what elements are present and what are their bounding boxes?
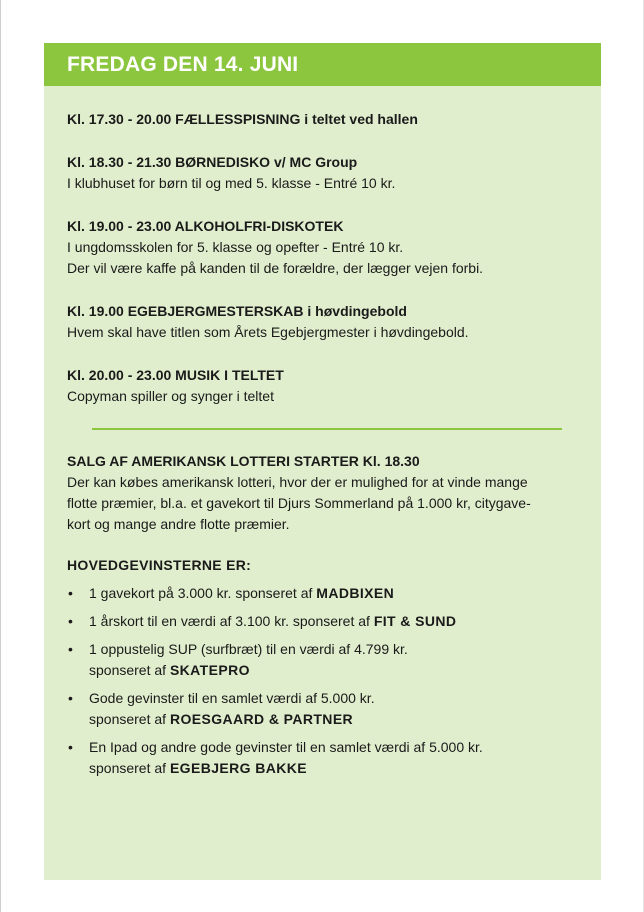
prize-sponsor: EGEBJERG BAKKE bbox=[169, 760, 308, 776]
prize-text: sponseret af bbox=[89, 760, 170, 776]
prize-text: 1 årskort til en værdi af 3.100 kr. sponseret af bbox=[89, 613, 374, 629]
prizes-list bbox=[67, 583, 577, 779]
bullet-icon: • bbox=[68, 613, 73, 629]
header-bar bbox=[44, 43, 601, 86]
bullet-icon: • bbox=[68, 739, 73, 755]
page-edge bbox=[0, 0, 1, 912]
bullet-icon: • bbox=[68, 690, 73, 706]
lottery-text: Der kan købes amerikansk lotteri, hvor der er mulighed for at vinde mange bbox=[67, 474, 528, 490]
prize-text: 1 oppustelig SUP (surfbræt) til en værdi af 4.799 kr. bbox=[89, 641, 408, 657]
prize-sponsor: SKATEPRO bbox=[169, 662, 250, 678]
prize-sponsor: ROESGAARD & PARTNER bbox=[169, 711, 354, 727]
section-divider bbox=[92, 428, 562, 430]
bullet-icon: • bbox=[68, 641, 73, 657]
lottery-text: flotte præmier, bl.a. et gavekort til Djurs Sommerland på 1.000 kr, citygave- bbox=[67, 495, 531, 511]
program-item-title: Kl. 19.00 - 23.00 ALKOHOLFRI-DISKOTEK bbox=[67, 218, 344, 234]
program-item-title: Kl. 17.30 - 20.00 FÆLLESSPISNING i teltet ved hallen bbox=[67, 111, 418, 127]
program-item-text: I klubhuset for børn til og med 5. klasse - Entré 10 kr. bbox=[67, 175, 396, 191]
program-item-text: Copyman spiller og synger i teltet bbox=[67, 388, 274, 404]
prize-text: 1 gavekort på 3.000 kr. sponseret af bbox=[89, 585, 317, 601]
program-item bbox=[67, 109, 577, 130]
program-item bbox=[67, 152, 577, 194]
prize-text: En Ipad og andre gode gevinster til en samlet værdi af 5.000 kr. bbox=[89, 739, 483, 755]
program-item-text: I ungdomsskolen for 5. klasse og opefter - Entré 10 kr. bbox=[67, 239, 404, 255]
list-item bbox=[67, 583, 577, 604]
list-item bbox=[67, 611, 577, 632]
program-item bbox=[67, 216, 577, 279]
program-item-title: Kl. 20.00 - 23.00 MUSIK I TELTET bbox=[67, 367, 284, 383]
page-title: FREDAG DEN 14. JUNI bbox=[67, 52, 299, 76]
list-item bbox=[67, 688, 577, 730]
program-item-title: Kl. 19.00 EGEBJERGMESTERSKAB i høvdingebold bbox=[67, 303, 407, 319]
prize-text: sponseret af bbox=[89, 662, 170, 678]
bullet-icon: • bbox=[68, 585, 73, 601]
program-content bbox=[44, 86, 601, 779]
program-item-title: Kl. 18.30 - 21.30 BØRNEDISKO v/ MC Group bbox=[67, 154, 358, 170]
list-item bbox=[67, 639, 577, 681]
program-card bbox=[44, 43, 601, 880]
lottery-text: kort og mange andre flotte præmier. bbox=[67, 516, 290, 532]
prize-text: sponseret af bbox=[89, 711, 170, 727]
list-item bbox=[67, 737, 577, 779]
prize-text: Gode gevinster til en samlet værdi af 5.000 kr. bbox=[89, 690, 375, 706]
prize-sponsor: MADBIXEN bbox=[316, 585, 395, 601]
lottery-section bbox=[67, 451, 577, 779]
program-item-text: Der vil være kaffe på kanden til de forældre, der lægger vejen forbi. bbox=[67, 260, 484, 276]
program-item bbox=[67, 365, 577, 407]
program-item-text: Hvem skal have titlen som Årets Egebjergmester i høvdingebold. bbox=[67, 324, 469, 340]
prizes-title: HOVEDGEVINSTERNE ER: bbox=[67, 557, 252, 573]
program-item bbox=[67, 301, 577, 343]
lottery-title: SALG AF AMERIKANSK LOTTERI STARTER Kl. 18.30 bbox=[67, 453, 420, 469]
prize-sponsor: FIT & SUND bbox=[373, 613, 457, 629]
